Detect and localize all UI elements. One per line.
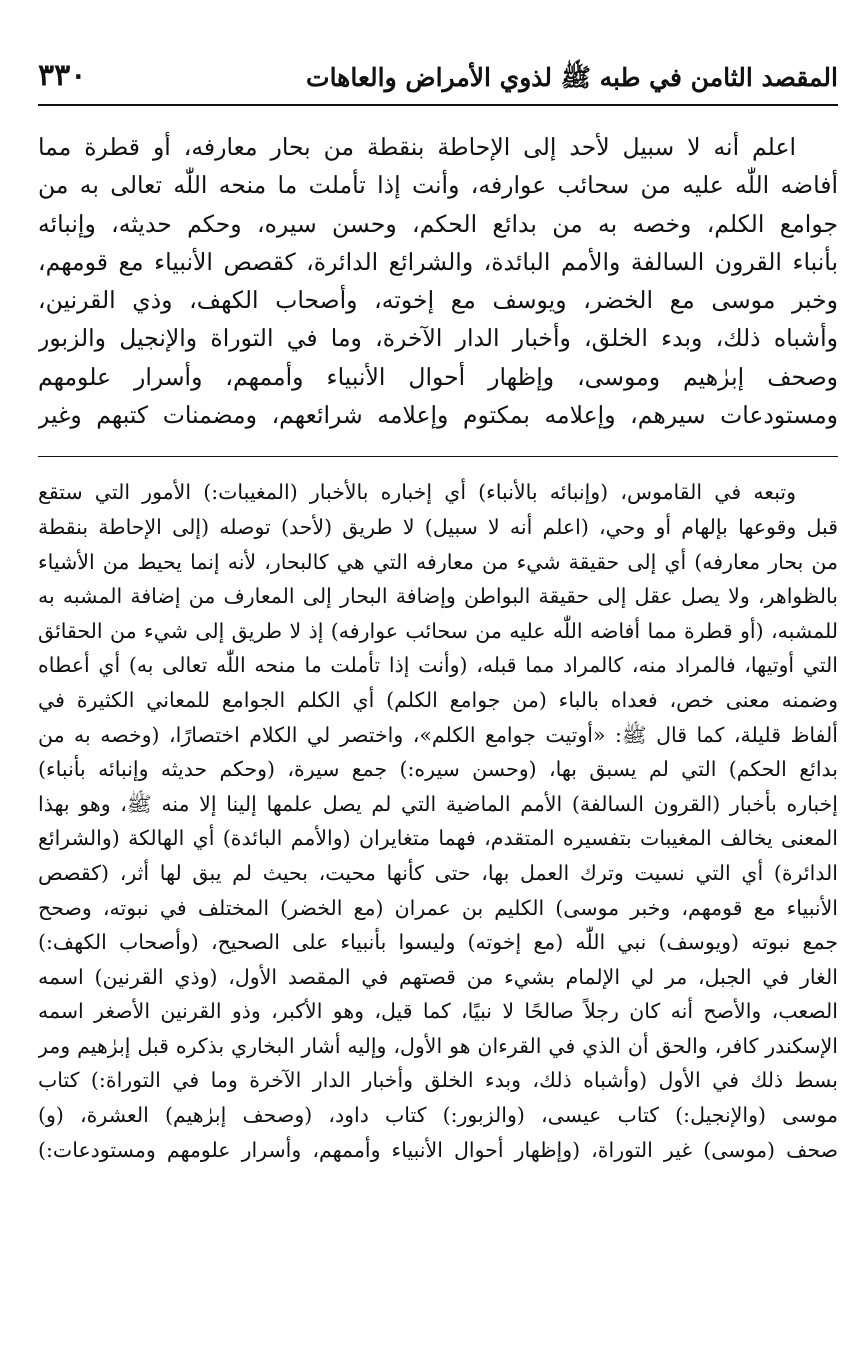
main-text-line: وأشباه ذلك، وبدء الخلق، وأخبار الدار الآخرة، وما في التوراة والإنجيل والزبور [38, 324, 838, 353]
main-text-line: ومستودعات سيرهم، وإعلامه بمكتوم وإعلامه شرائعهم، ومضمنات كتبهم وغير [38, 401, 838, 430]
page-header [38, 58, 838, 106]
commentary-line: الإسكندر كافر، والحق أن الذي في القرءان هو الأول، وإليه أشار البخاري بذكره قبل إبرٰهيم ومر [38, 1033, 838, 1058]
book-page [38, 58, 838, 1348]
commentary-line: وتبعه في القاموس، (وإنبائه بالأنباء) أي إخباره بالأخبار (المغيبات:) الأمور التي ستقع [38, 480, 796, 505]
commentary-line: إخباره بأخبار (القرون السالفة) الأمم الماضية التي لم يصل علمها إلينا إلا منه ﷺ، وهو بهذا [38, 791, 838, 816]
main-text-line: وصحف إبرٰهيم وموسى، وإظهار أحوال الأنبياء وأممهم، وأسرار علومهم [38, 362, 838, 391]
page-number: ٣٣٠ [38, 58, 87, 93]
commentary-line: الصعب، والأصح أنه كان رجلاً صالحًا لا نبيًا، كما قيل، وهو الأكبر، وذو القرنين الأصغر اسمه [38, 999, 838, 1024]
commentary-line: بسط ذلك في الأول (وأشباه ذلك، وبدء الخلق وأخبار الدار الآخرة وما في التوراة:) كتاب [38, 1068, 838, 1093]
commentary-line: جمع نبوته (ويوسف) نبي اللّٰه (مع إخوته) وليسوا بأنبياء على الصحيح، (وأصحاب الكهف:) [38, 930, 838, 955]
main-text-line: جوامع الكلم، وخصه به من بدائع الحكم، وحسن سيره، وحكم حديثه، وإنبائه [38, 209, 838, 238]
commentary-line: المعنى يخالف المغيبات بتفسيره المتقدم، فهما متغايران (والأمم البائدة) أي الهالكة (والشرائع [38, 826, 838, 851]
main-text-line: أفاضه اللّٰه عليه من سحائب عوارفه، وأنت إذا تأملت ما منحه اللّٰه تعالى به من [38, 171, 838, 200]
main-text-line: بأنباء القرون السالفة والأمم البائدة، والشرائع الدائرة، كقصص الأنبياء مع قومهم، [38, 247, 838, 276]
commentary-line: من بحار معارفه) أي إلى حقيقة شيء من معارفه التي هي كالبحار، لأنه إنما يحيط من الأشياء [38, 549, 838, 574]
main-text-line: اعلم أنه لا سبيل لأحد إلى الإحاطة بنقطة من بحار معارفه، أو قطرة مما [38, 133, 796, 161]
commentary-line: التي أوتيها، فالمراد منه، كالمراد مما قبله، (وأنت إذا تأملت ما منحه اللّٰه تعالى به) أي أعطاه [38, 653, 838, 678]
commentary-line: الأنبياء مع قومهم، وخبر موسى) الكليم بن عمران (مع الخضر) المختلف في نبوته، وصحح [38, 895, 838, 920]
commentary-text [38, 475, 838, 1167]
commentary-line: بالظواهر، ولا يصل عقل إلى حقيقة البواطن وإضافة البحار إلى المعارف من إضافة المشبه به [38, 584, 838, 609]
commentary-line: الغار في الجبل، مر لي الإلمام بشيء من قصتهم في المقصد الأول، (وذي القرنين) اسمه [38, 964, 838, 989]
commentary-line: موسى (والإنجيل:) كتاب عيسى، (والزبور:) كتاب داود، (وصحف إبرٰهيم) العشرة، (و) [38, 1103, 838, 1128]
main-text-line: وخبر موسى مع الخضر، ويوسف مع إخوته، وأصحاب الكهف، وذي القرنين، [38, 286, 838, 315]
running-title: المقصد الثامن في طبه ﷺ لذوي الأمراض والعاهات [306, 63, 838, 92]
commentary-line: الدائرة) أي التي نسيت وترك العمل بها، حتى كأنها محيت، بحيث لم يبق لها أثر، (كقصص [38, 860, 838, 885]
commentary-line: وضمنه معنى خص، فعداه بالباء (من جوامع الكلم) أي الكلم الجوامع للمعاني الكثيرة في [38, 687, 838, 712]
commentary-line: صحف (موسى) غير التوراة، (وإظهار أحوال الأنبياء وأممهم، وأسرار علومهم ومستودعات:) [38, 1137, 838, 1162]
commentary-line: ألفاظ قليلة، كما قال ﷺ: «أوتيت جوامع الكلم»، واختصر لي الكلام اختصارًا، (وخصه به من [38, 722, 838, 747]
main-text [38, 128, 838, 434]
commentary-line: قبل وقوعها بإلهام أو وحي، (اعلم أنه لا سبيل) لا طريق (لأحد) توصله (إلى الإحاطة بنقطة [38, 514, 838, 539]
footnote-divider [38, 456, 838, 457]
commentary-line: للمشبه، (أو قطرة مما أفاضه اللّٰه عليه من سحائب عوارفه) إذ لا طريق إلى شيء من الحقائق [38, 618, 838, 643]
commentary-line: بدائع الحكم) التي لم يسبق بها، (وحسن سيره:) جمع سيرة، (وحكم حديثه وإنبائه بأنباء) [38, 757, 838, 782]
